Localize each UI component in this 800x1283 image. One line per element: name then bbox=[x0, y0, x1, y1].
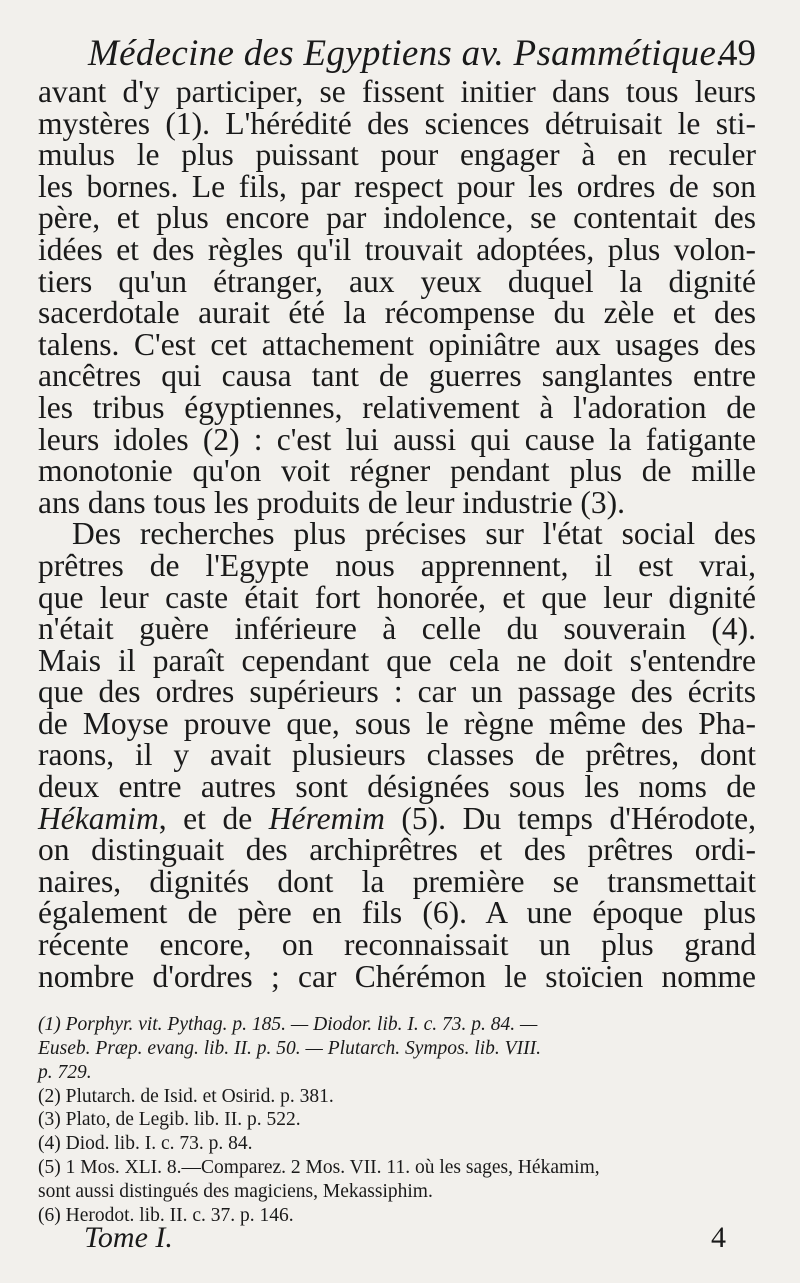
text-line: tiers qu'un étranger, aux yeux duquel la dignité bbox=[38, 263, 756, 299]
text-line: également de père en fils (6). A une époque plus bbox=[38, 895, 756, 931]
footnote-line: (4) Diod. lib. I. c. 73. p. 84. bbox=[38, 1133, 253, 1155]
text-line: Des recherches plus précises sur l'état social des bbox=[72, 516, 756, 552]
footnote-line: sont aussi distingués des magiciens, Mekassiphim. bbox=[38, 1180, 433, 1202]
text-line: deux entre autres sont désignées sous les noms de bbox=[38, 769, 756, 805]
text-line: les tribus égyptiennes, relativement à l'adoration de bbox=[38, 389, 756, 425]
text-line: ans dans tous les produits de leur industrie (3). bbox=[38, 484, 626, 520]
text-line: leurs idoles (2) : c'est lui aussi qui cause la fatigante bbox=[38, 421, 756, 457]
footnote-line: (5) 1 Mos. XLI. 8.—Comparez. 2 Mos. VII. 11. où les sages, Hékamim, bbox=[38, 1157, 600, 1178]
footnote-line: (3) Plato, de Legib. lib. II. p. 522. bbox=[38, 1109, 301, 1131]
page-number: 49 bbox=[719, 33, 756, 74]
text-line: ancêtres qui causa tant de guerres sanglantes entre bbox=[38, 358, 756, 394]
page-header bbox=[38, 28, 756, 76]
footnote-line: (6) Herodot. lib. II. c. 37. p. 146. bbox=[38, 1204, 294, 1226]
text-line: talens. C'est cet attachement opiniâtre aux usages des bbox=[38, 326, 756, 362]
text-line: Mais il paraît cependant que cela ne doit s'entendre bbox=[38, 642, 756, 678]
text-line: récente encore, on reconnaissait un plus grand bbox=[38, 927, 756, 963]
text-line: raons, il y avait plusieurs classes de prêtres, dont bbox=[38, 737, 756, 773]
footnotes bbox=[38, 1013, 756, 1227]
page-footer bbox=[84, 1221, 756, 1261]
text-line: que leur caste était fort honorée, et que leur dignité bbox=[38, 579, 756, 615]
paragraph-1 bbox=[38, 76, 756, 518]
text-line: n'était guère inférieure à celle du souverain (4). bbox=[38, 611, 756, 647]
running-head: Médecine des Egyptiens av. Psammétique. bbox=[88, 33, 726, 74]
footnote-line: (2) Plutarch. de Isid. et Osirid. p. 381. bbox=[38, 1085, 334, 1107]
signature-mark: 4 bbox=[711, 1221, 726, 1254]
text-line: mulus le plus puissant pour engager à en reculer bbox=[38, 137, 756, 173]
text-line: mystères (1). L'hérédité des sciences détruisait le sti- bbox=[38, 105, 756, 141]
footnote-line: Euseb. Præp. evang. lib. II. p. 50. — Plutarch. Sympos. lib. VIII. bbox=[38, 1038, 541, 1060]
footnote-line: (1) Porphyr. vit. Pythag. p. 185. — Diodor. lib. I. c. 73. p. 84. — bbox=[38, 1014, 538, 1036]
paragraph-2 bbox=[38, 518, 756, 992]
footnote-line: p. 729. bbox=[38, 1061, 92, 1083]
text-line: idées et des règles qu'il trouvait adoptées, plus volon- bbox=[38, 231, 756, 267]
text-line: père, et plus encore par indolence, se contentait des bbox=[38, 200, 756, 236]
text-line: prêtres de l'Egypte nous apprennent, il est vrai, bbox=[38, 547, 756, 583]
text-line: avant d'y participer, se fissent initier dans tous leurs bbox=[38, 74, 756, 109]
text-line: de Moyse prouve que, sous le règne même des Pha- bbox=[38, 705, 756, 741]
text-span: , et de bbox=[158, 800, 269, 836]
text-line-with-italics bbox=[38, 800, 756, 836]
text-line: que des ordres supérieurs : car un passage des écrits bbox=[38, 674, 756, 710]
text-span: (5). Du temps d'Hérodote, bbox=[384, 800, 756, 836]
text-line: sacerdotale aurait été la récompense du zèle et des bbox=[38, 295, 756, 331]
footnote-divider bbox=[38, 1002, 756, 1003]
tome-label: Tome I. bbox=[84, 1221, 173, 1254]
italic-term: Héremim bbox=[268, 800, 385, 836]
text-line: monotonie qu'on voit régner pendant plus de mille bbox=[38, 453, 756, 489]
body-text bbox=[38, 76, 756, 992]
text-line: naires, dignités dont la première se transmettait bbox=[38, 863, 756, 899]
text-line: les bornes. Le fils, par respect pour les ordres de son bbox=[38, 168, 756, 204]
italic-term: Hékamim bbox=[38, 800, 159, 836]
text-line: nombre d'ordres ; car Chérémon le stoïcien nomme bbox=[38, 958, 756, 994]
text-line: on distinguait des archiprêtres et des prêtres ordi- bbox=[38, 832, 756, 868]
